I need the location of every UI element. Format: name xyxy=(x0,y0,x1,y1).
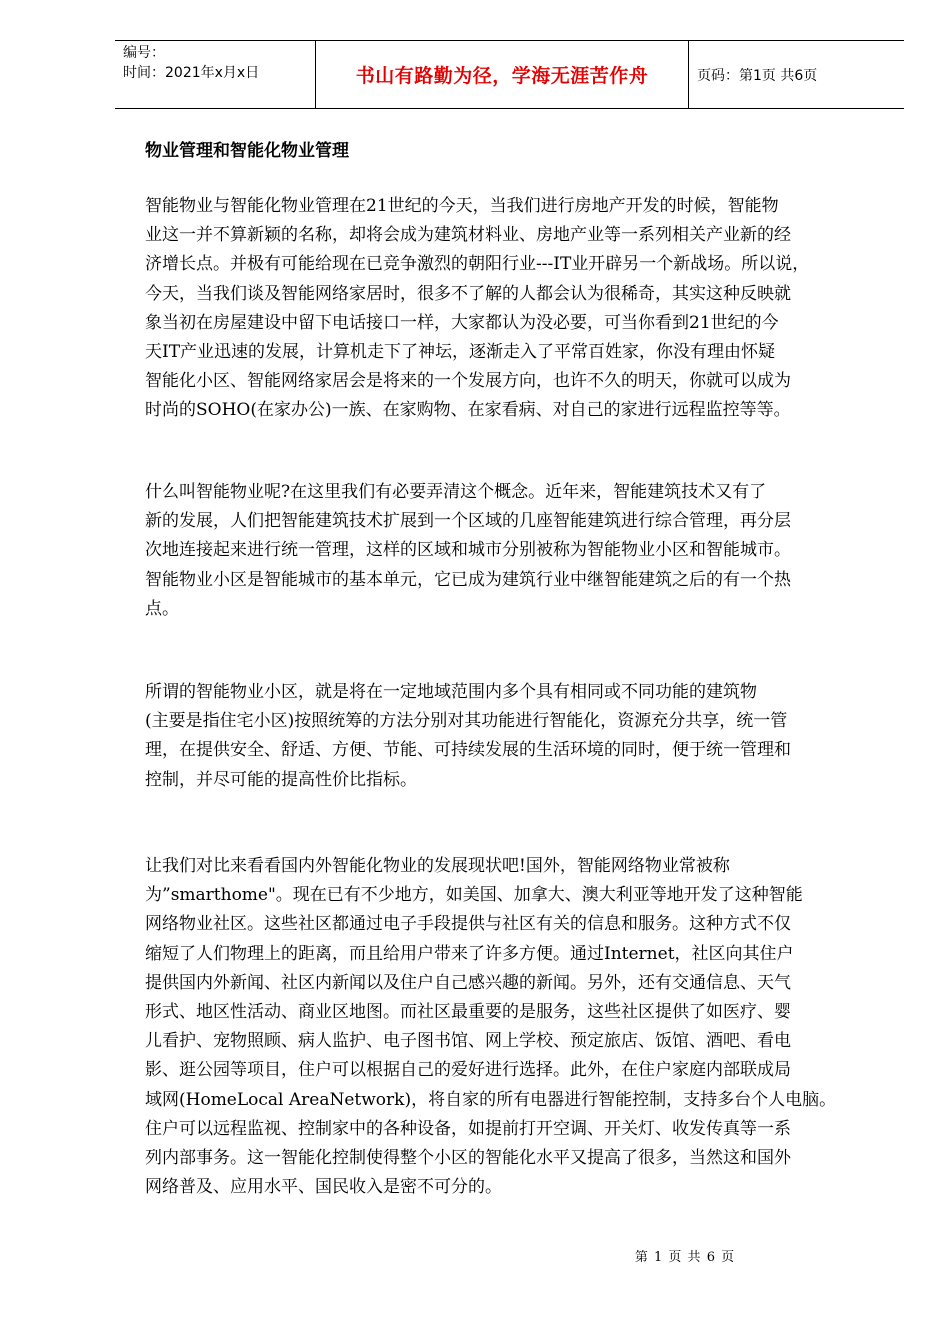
paragraph-line: 济增长点。并极有可能给现在已竞争激烈的朝阳行业---IT业开辟另一个新战场。所以说， xyxy=(145,254,810,275)
paragraph-line: 今天，当我们谈及智能网络家居时，很多不了解的人都会认为很稀奇，其实这种反映就 xyxy=(145,283,791,304)
paragraph-line: 天IT产业迅速的发展，计算机走下了神坛，逐渐走入了平常百姓家，你没有理由怀疑 xyxy=(145,342,776,363)
paragraph-line: 列内部事务。这一智能化控制使得整个小区的智能化水平又提高了很多，当然这和国外 xyxy=(145,1148,791,1169)
paragraph-line: 理，在提供安全、舒适、方便、节能、可持续发展的生活环境的同时，便于统一管理和 xyxy=(145,740,791,761)
document-title: 物业管理和智能化物业管理 xyxy=(145,141,349,161)
paragraph-line: 所谓的智能物业小区，就是将在一定地域范围内多个具有相同或不同功能的建筑物 xyxy=(145,682,757,702)
paragraph-line: 形式、地区性活动、商业区地图。而社区最重要的是服务，这些社区提供了如医疗、婴 xyxy=(145,1002,791,1023)
motto-text: 书山有路勤为径，学海无涯苦作舟 xyxy=(355,65,649,87)
paragraph-line: 缩短了人们物理上的距离，而且给用户带来了许多方便。通过Internet，社区向其住户 xyxy=(145,943,794,964)
paragraph-line: 网络物业社区。这些社区都通过电子手段提供与社区有关的信息和服务。这种方式不仅 xyxy=(145,914,791,935)
paragraph-line: 域网(HomeLocal AreaNetwork)，将自家的所有电器进行智能控制，支持多台个人电脑。 xyxy=(145,1089,837,1110)
header-motto-cell xyxy=(316,41,689,108)
paragraph-line: 智能物业小区是智能城市的基本单元，它已成为建筑行业中继智能建筑之后的有一个热 xyxy=(145,569,791,590)
page-footer xyxy=(0,1246,950,1265)
paragraph-line: 住户可以远程监视、控制家中的各种设备，如提前打开空调、开关灯、收发传真等一系 xyxy=(145,1118,791,1139)
header-page-cell xyxy=(689,41,904,108)
paragraph-line: 什么叫智能物业呢?在这里我们有必要弄清这个概念。近年来，智能建筑技术又有了 xyxy=(145,482,767,502)
page-info: 页码：第1页 共6页 xyxy=(697,67,818,84)
paragraph-line: 象当初在房屋建设中留下电话接口一样，大家都认为没必要，可当你看到21世纪的今 xyxy=(145,312,779,333)
paragraph-line: 次地连接起来进行统一管理，这样的区域和城市分别被称为智能物业小区和智能城市。 xyxy=(145,540,791,561)
paragraph-line: (主要是指住宅小区)按照统筹的方法分别对其功能进行智能化，资源充分共享，统一管 xyxy=(145,711,788,732)
paragraph-2 xyxy=(145,478,880,624)
paragraph-line: 让我们对比来看看国内外智能化物业的发展现状吧!国外，智能网络物业常被称 xyxy=(145,856,730,876)
number-label: 编号： xyxy=(123,45,165,61)
footer-page-number: 第 1 页 共 6 页 xyxy=(634,1250,736,1265)
paragraph-line: 控制，并尽可能的提高性价比指标。 xyxy=(145,769,417,790)
paragraph-line: 为”smarthome"。现在已有不少地方，如美国、加拿大、澳大利亚等地开发了这种智能 xyxy=(145,885,803,906)
header-meta-cell xyxy=(115,41,316,108)
paragraph-line: 时尚的SOHO(在家办公)一族、在家购物、在家看病、对自己的家进行远程监控等等。 xyxy=(145,400,791,421)
paragraph-line: 点。 xyxy=(145,598,179,619)
paragraph-line: 智能物业与智能化物业管理在21世纪的今天，当我们进行房地产开发的时候，智能物 xyxy=(145,196,779,216)
time-label: 时间：2021年x月x日 xyxy=(123,65,260,81)
page-header xyxy=(115,40,904,109)
paragraph-line: 提供国内外新闻、社区内新闻以及住户自己感兴趣的新闻。另外，还有交通信息、天气 xyxy=(145,972,791,993)
paragraph-line: 影、逛公园等项目，住户可以根据自己的爱好进行选择。此外，在住户家庭内部联成局 xyxy=(145,1060,791,1081)
paragraph-3 xyxy=(145,678,880,795)
paragraph-line: 智能化小区、智能网络家居会是将来的一个发展方向，也许不久的明天，你就可以成为 xyxy=(145,371,791,392)
paragraph-line: 网络普及、应用水平、国民收入是密不可分的。 xyxy=(145,1177,502,1198)
paragraph-line: 新的发展，人们把智能建筑技术扩展到一个区域的几座智能建筑进行综合管理，再分层 xyxy=(145,511,791,532)
paragraph-line: 业这一并不算新颖的名称，却将会成为建筑材料业、房地产业等一系列相关产业新的经 xyxy=(145,225,791,246)
paragraph-1 xyxy=(145,192,880,426)
paragraph-line: 儿看护、宠物照顾、病人监护、电子图书馆、网上学校、预定旅店、饭馆、酒吧、看电 xyxy=(145,1031,791,1052)
paragraph-4 xyxy=(145,852,880,1202)
